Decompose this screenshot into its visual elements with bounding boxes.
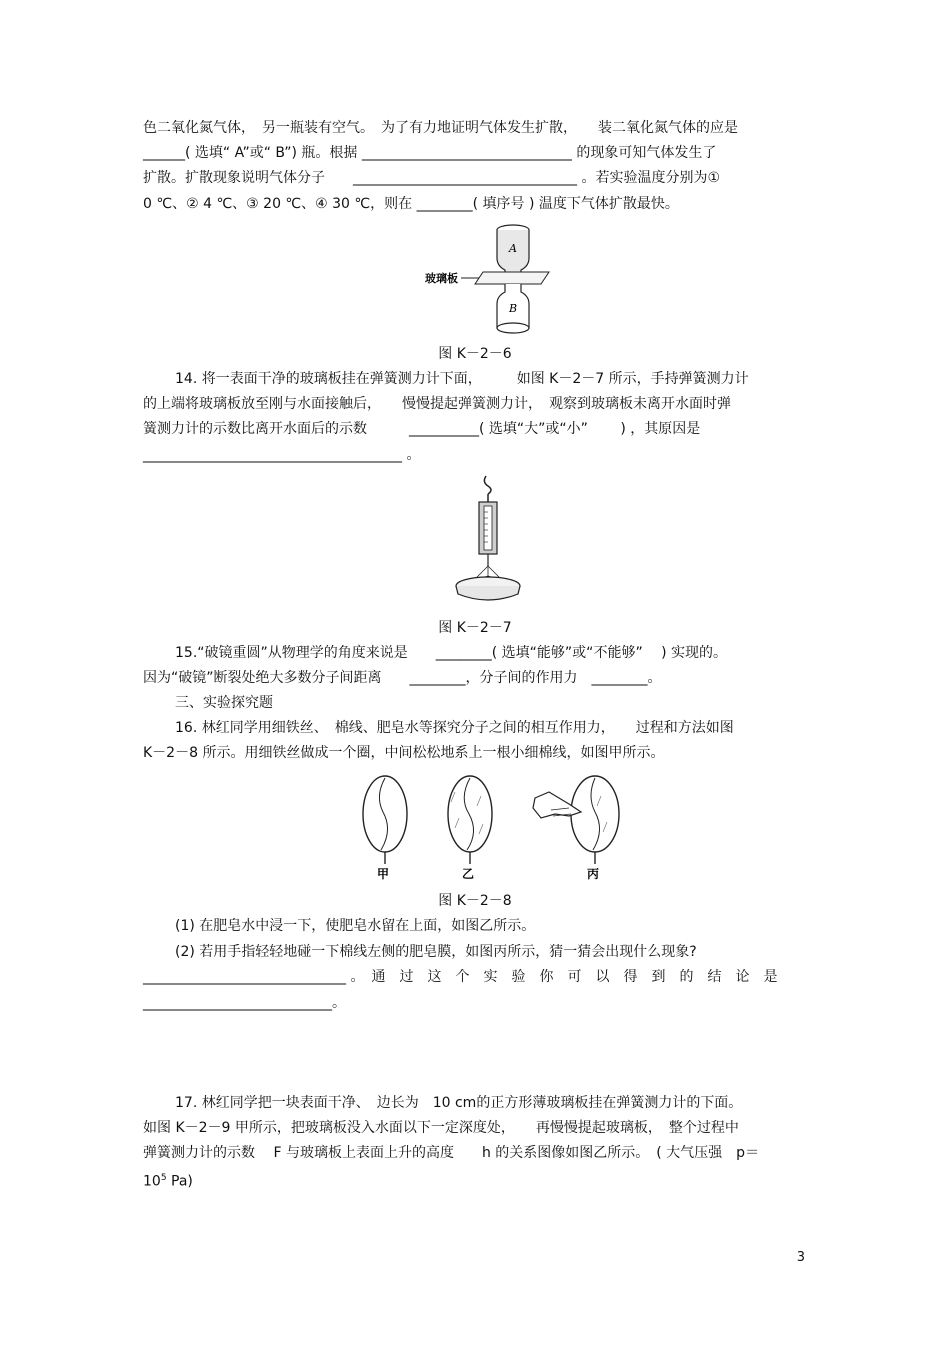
q13-line-4: 0 ℃、② 4 ℃、③ 20 ℃、④ 30 ℃，则在 ________( 填序号 ) 温度下气体扩散最快。 (143, 196, 679, 212)
label-yi: 乙 (462, 867, 475, 881)
q17-line-4 (143, 1168, 193, 1192)
q13-line-2: ______( 选填“ A”或“ B”) 瓶。根据 ______________________________ 的现象可知气体发生了 (143, 145, 717, 161)
q16-line-1: 16. 林红同学用细铁丝、 棉线、肥皂水等探究分子之间的相互作用力， 过程和方法如图 (175, 720, 734, 736)
figure-k-2-7-caption: 图 K－2－7 (438, 620, 512, 636)
figure-k-2-7 (452, 472, 532, 612)
q16-line-2: K－2－8 所示。用细铁丝做成一个圈，中间松松地系上一根小细棉线，如图甲所示。 (143, 745, 665, 761)
q14-line-1: 14. 将一表面干净的玻璃板挂在弹簧测力计下面， 如图 K－2－7 所示，手持弹簧测力计 (175, 371, 749, 387)
q13-line-1: 色二氧化氮气体， 另一瓶装有空气。 为了有力地证明气体发生扩散， 装二氧化氮气体的应是 (143, 120, 738, 136)
glass-plate-label: 玻璃板 (425, 272, 458, 285)
q14-line-4: _____________________________________ 。 (143, 447, 421, 463)
page-number: 3 (796, 1250, 805, 1265)
figure-k-2-8-caption: 图 K－2－8 (438, 893, 512, 909)
q17-line-1: 17. 林红同学把一块表面干净、 边长为 10 cm的正方形薄玻璃板挂在弹簧测力计的下面。 (175, 1095, 743, 1111)
bottle-a-label: A (509, 242, 517, 255)
bottle-b-label: B (509, 302, 518, 315)
figure-k-2-8 (355, 772, 635, 882)
figure-k-2-6-caption: 图 K－2－6 (438, 346, 512, 362)
section-heading: 三、实验探究题 (175, 695, 273, 711)
q17-pressure-unit: Pa) (166, 1173, 193, 1190)
q16-step-2: (2) 若用手指轻轻地碰一下棉线左侧的肥皂膜，如图丙所示，猜一猜会出现什么现象? (175, 944, 697, 960)
q15-line-2: 因为“破镜”断裂处绝大多数分子间距离 ________，分子间的作用力 ________。 (143, 670, 662, 686)
label-jia: 甲 (377, 867, 390, 881)
q14-line-2: 的上端将玻璃板放至刚与水面接触后， 慢慢提起弹簧测力计， 观察到玻璃板未离开水面时弹 (143, 396, 731, 412)
q15-line-1: 15.“破镜重圆”从物理学的角度来说是 ________( 选填“能够”或“不能够” ) 实现的。 (175, 645, 728, 661)
q16-step-1: (1) 在肥皂水中浸一下，使肥皂水留在上面，如图乙所示。 (175, 918, 536, 934)
q13-line-3: 扩散。扩散现象说明气体分子 ________________________________ 。若实验温度分别为① (143, 170, 720, 186)
q17-pressure-base: 10 (143, 1173, 161, 1190)
label-bing: 丙 (587, 867, 600, 881)
figure-k-2-6 (425, 220, 555, 338)
q17-line-2: 如图 K－2－9 甲所示，把玻璃板没入水面以下一定深度处， 再慢慢提起玻璃板， 整个过程中 (143, 1120, 739, 1136)
q14-line-3: 簧测力计的示数比离开水面后的示数 __________( 选填“大”或“小” ) ，其原因是 (143, 421, 701, 437)
q16-step-2-answer: _____________________________ 。 通 过 这 个 实 验 你 可 以 得 到 的 结 论 是 (143, 969, 778, 985)
q16-step-2-conclusion: ___________________________。 (143, 995, 346, 1011)
q17-pressure-exponent: 5 (160, 1173, 167, 1183)
q17-line-3: 弹簧测力计的示数 F 与玻璃板上表面上升的高度 h 的关系图像如图乙所示。 ( 大气压强 p＝ (143, 1145, 760, 1161)
